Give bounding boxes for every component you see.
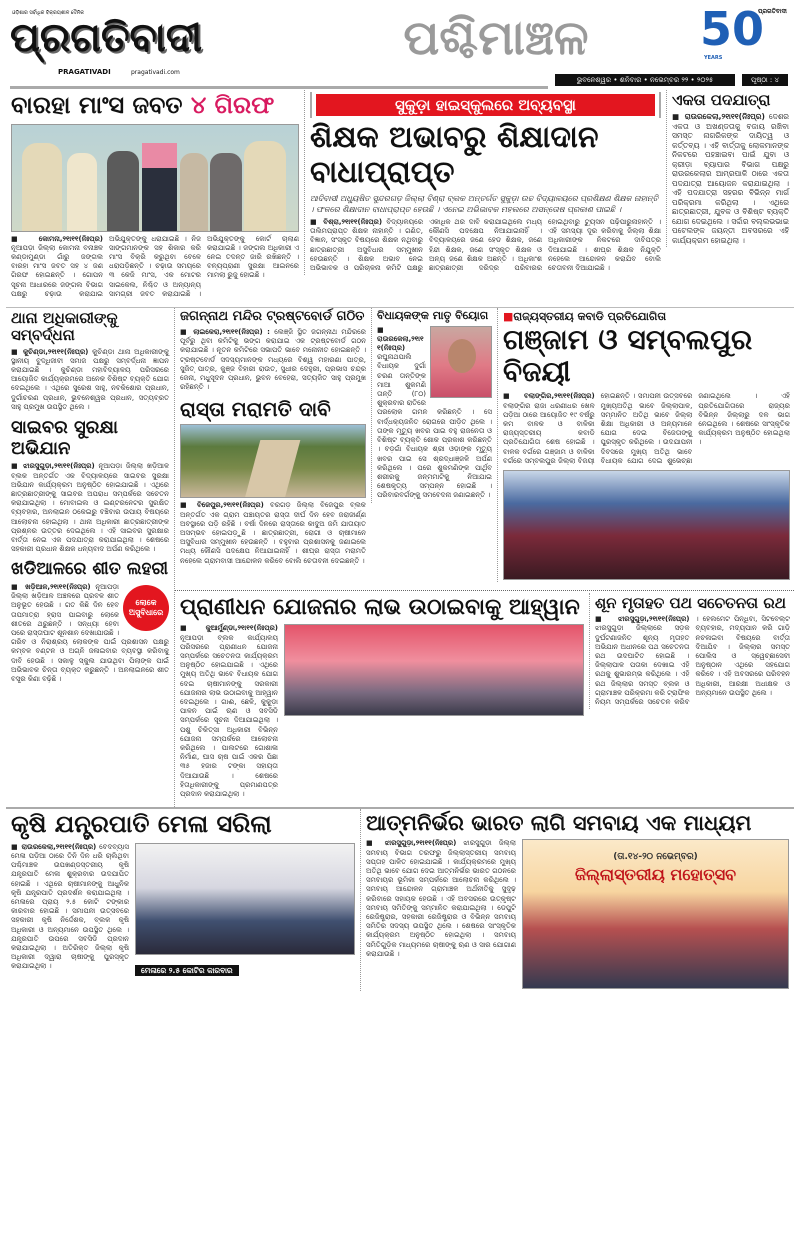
article-body-cooperative <box>366 839 516 959</box>
article-cold-wave <box>11 560 169 684</box>
kicker-text: ରାଜ୍ୟସ୍ତରୀୟ କବାଡି ପ୍ରତିଯୋଗିତା <box>513 310 667 324</box>
article-body-obit <box>377 326 492 501</box>
byline: ■ ରାଉରକେଲା,୨୧ା୧୧(ନିଃପ୍ର) <box>672 112 765 122</box>
headline-road-repair: ରାସ୍ତା ମରାମତି ଦାବି <box>180 397 331 422</box>
byline: ■ ଝାରସୁଗୁଡ଼ା,୨୧ା୧୧(ନିଃପ୍ର) <box>366 839 457 848</box>
cooperative-layout <box>366 839 789 989</box>
article-kabaddi <box>497 308 795 582</box>
right-area <box>174 308 794 807</box>
newspaper-logo[interactable]: ପ୍ରଗତିବାଦୀ <box>10 15 203 61</box>
body-text: କୁଚିଣ୍ଡା ଥାନା ଅଧିକାରୀଙ୍କୁ ସ୍ଥାନୀୟ ବୁଦ୍ଧିଜୀବୀ ସମାଜ ପକ୍ଷରୁ ସମ୍ବର୍ଦ୍ଧନା ଜ୍ଞାପନ କରାଯାଇଛି । କୁଚିଣ୍ଡା ମହାବିଦ୍ୟାଳୟ ପରିସରରେ ଆୟୋଜିତ କାର୍ଯ୍ୟକ୍ରମରେ ଅନେକ ବିଶିଷ୍ଟ ବ୍ୟକ୍ତି ଯୋଗ ଦେଇଥିଲେ । ଏଥିରେ ସୁରେଶ ସାହୁ, ନବକିଶୋର ପ୍ରଧାନ, ଦୁର୍ଗାଚରଣ ପ୍ରଧାନ, ଭୁବନେଶ୍ୱର ପ୍ରଧାନ, ସତ୍ୟବ୍ରତ ସାହୁ ପ୍ରମୁଖ ଉପସ୍ଥିତ ଥିଲେ । <box>11 347 169 411</box>
subheadline-turnover: ମେଳାରେ ୨.୫ କୋଟିର କାରବାର <box>135 965 239 976</box>
row-divider <box>175 590 794 591</box>
byline: ■ ଝାରସୁଗୁଡ଼ା,୨୧ା୧୧(ନିଃପ୍ର) <box>595 615 690 624</box>
anniv-brand: ପ୍ରଗତିବାଦୀ <box>758 8 787 15</box>
byline: ■ କୋମନା,୨୧ା୧୧(ନିଃପ୍ର) <box>11 234 103 243</box>
body-text: ବେଦବ୍ୟାସ ମେଳା ପଡ଼ିଆ ଠାରେ ତିନି ଦିନ ଧରି ଚାଲିଥିବା ପଶ୍ଚିମାଞ୍ଚଳ ଉପଖଣ୍ଡସ୍ତରୀୟ କୃଷି ଯନ୍ତ୍ରପାତି ମେଳା ଶୁକ୍ରବାର ଉଦଯାପିତ ହୋଇଛି । ଏଥିରେ ଚାଷୀମାନଙ୍କୁ ଆଧୁନିକ କୃଷି ଯନ୍ତ୍ରପାତି ପ୍ରଦର୍ଶନ କରାଯାଇଥିଲା । ମେଳାରେ ପ୍ରାୟ ୨.୫ କୋଟି ଟଙ୍କାର କାରବାର ହୋଇଛି । ସମାପନୀ ଉତ୍ସବରେ ସହକାରୀ କୃଷି ନିର୍ଦ୍ଦେଶକ, ବ୍ଲକ କୃଷି ଅଧିକାରୀ ଓ ଅନ୍ୟମାନେ ଉପସ୍ଥିତ ଥିଲେ । ଯନ୍ତ୍ରପାତି ଉପରେ ସବସିଡି ପ୍ରଦାନ କରାଯାଇଥିଲା । ଅତିରିକ୍ତ ଜିଲ୍ଲା କୃଷି ଅଧିକାରୀ ଦ୍ୱାରା ଚାଷୀଙ୍କୁ ପୁରସ୍କୃତ କରାଯାଇଥିଲା । <box>11 842 129 971</box>
row-2-top <box>175 308 794 588</box>
body-text: ଝାରସୁଗୁଡ଼ା ଜିଲ୍ଲାରେ ସଡ଼କ ଦୁର୍ଘଟଣାଜନିତ ଶୂନ୍ୟ ମୃତାହତ ଅଭିଯାନ ଅଧୀନରେ ପଥ ସଚେତନତା ରଥ ଉଦଘାଟିତ ହୋଇଛି । ଜିଲ୍ଲାପାଳ ପତାକା ଦେଖାଇ ଏହି ରଥକୁ ଶୁଭାରମ୍ଭ କରିଥିଲେ । ଏହି ରଥ ଜିଲ୍ଲାର ସମସ୍ତ ବ୍ଲକ ଓ ଗ୍ରାମାଞ୍ଚଳ ପରିକ୍ରମା କରି ଟ୍ରାଫିକ ନିୟମ ସମ୍ପର୍କରେ ସଚେତନ କରିବ । ହେଲମେଟ ପିନ୍ଧିବା, ସିଟବେଲ୍ଟ ବ୍ୟବହାର, ମଦ୍ୟପାନ କରି ଗାଡ଼ି ନଚଳାଇବା ବିଷୟରେ ବାର୍ତ୍ତା ଦିଆଯିବ । ଜିଲ୍ଲାର ସମସ୍ତ ପୋଲିସ ଓ ସ୍ୱେଚ୍ଛାସେବୀ ଅନୁଷ୍ଠାନ ଏଥିରେ ସହଯୋଗ କରିବେ । ଏହି ଅବସରରେ ପରିବହନ ଅଧିକାରୀ, ଆରକ୍ଷୀ ଅଧୀକ୍ଷକ ଓ ଅନ୍ୟମାନେ ଉପସ୍ଥିତ ଥିଲେ । <box>595 615 790 707</box>
body-text: ବରଗଡ଼ ଜିଲ୍ଲା ବିଜେପୁର ବ୍ଲକ ଅନ୍ତର୍ଗତ ଏକ ଗ୍ରାମ ପଞ୍ଚାୟତର ରାସ୍ତା ଦୀର୍ଘ ଦିନ ହେବ ଜରାଜୀର୍ଣ୍ଣ ଅବସ୍ଥାରେ ପଡ଼ି ରହିଛି । ବର୍ଷା ଦିନରେ ରାସ୍ତାରେ କାଦୁଅ ଜମି ଯାତାୟାତ ଅସମ୍ଭବ ହୋଇପଡ଼ୁଛି । ଛାତ୍ରଛାତ୍ରୀ, ରୋଗୀ ଓ ଚାଷୀମାନେ ଅସୁବିଧାର ସମ୍ମୁଖୀନ ହେଉଛନ୍ତି । ବହୁବାର ପ୍ରଶାସନକୁ ଜଣାଇଲେ ମଧ୍ୟ କୌଣସି ପଦକ୍ଷେପ ନିଆଯାଇନାହିଁ । ଶୀଘ୍ର ରାସ୍ତା ମରାମତି ନହେଲେ ଗ୍ରାମବାସୀ ଆନ୍ଦୋଳନ କରିବେ ବୋଲି ଚେତାବନୀ ଦେଇଛନ୍ତି । <box>180 501 366 565</box>
date-bar: ଭୁବନେଶ୍ୱର • ଶନିବାର • ନଭେମ୍ବର ୨୨ • ୨୦୨୫ <box>555 74 735 86</box>
article-body-road-safety <box>595 615 790 707</box>
row-2-bottom <box>175 593 794 807</box>
article-intro: ଆଦିବାସୀ ଅଧ୍ୟୁଷିତ ସୁନ୍ଦରଗଡ଼ ଜିଲ୍ଲା ବିଶ୍ରା ବ୍ଲକ ଅନ୍ତର୍ଗତ ସୁକୁଡ଼ା ଉଚ୍ଚ ବିଦ୍ୟାଳୟରେ ପ୍ରଶିକ୍ଷଣ ଶିକ୍ଷକ ନାହାନ୍ତି । ଫଳରେ ଶିକ୍ଷାଦାନ ବାଧାପ୍ରାପ୍ତ ହେଉଛି । ଏନେଇ ଅଭିଭାବକ ମହଲରେ ଅସନ୍ତୋଷ ପ୍ରକାଶ ପାଇଛି । <box>310 194 659 214</box>
kicker-bullet: ■ <box>503 310 514 324</box>
agri-fair-layout <box>11 843 355 977</box>
headline-kabaddi-winners: ଗଞ୍ଜାମ ଓ ସମ୍ବଲପୁର ବିଜୟୀ <box>503 323 753 389</box>
banner-date: (ତା.୧୪-୨୦ ନଭେମ୍ବର) <box>613 852 698 863</box>
headline-highlight: ୪ ଗିରଫ <box>190 91 275 119</box>
body-text: ବଲାଙ୍ଗିର ରାଜା ଧରଣୀଧର ଖେଳ ପଡ଼ିଆ ଠାରେ ଆୟୋଜିତ ୧୯ ବର୍ଷରୁ କମ ବାଳକ ଓ ବାଳିକା ରାଜ୍ୟସ୍ତରୀୟ କବାଡି ପ୍ରତିଯୋଗିତା ଶେଷ ହୋଇଛି । ବାଳକ ବର୍ଗରେ ଗଞ୍ଜାମ ଓ ବାଳିକା ବର୍ଗରେ ସମ୍ବଲପୁର ଜିଲ୍ଲା ବିଜୟୀ ହୋଇଛନ୍ତି । ସମାପନୀ ଉତ୍ସବରେ ମୁଖ୍ୟଅତିଥି ଭାବେ ଜିଲ୍ଲାପାଳ, ସମ୍ମାନିତ ଅତିଥି ଭାବେ ଜିଲ୍ଲା ଶିକ୍ଷା ଅଧିକାରୀ ଓ ଅନ୍ୟମାନେ ଯୋଗ ଦେଇ ବିଜେତାଙ୍କୁ ପୁରସ୍କୃତ କରିଥିଲେ । ଉଦଯାପନୀ ଦିବସରେ ମୁଖ୍ୟ ଅତିଥି ଭାବେ ବିଧାୟକ ଯୋଗ ଦେଇ ଶୁଭେଚ୍ଛା ଜଣାଇଥିଲେ । ଏହି ପ୍ରତିଯୋଗିତାରେ ରାଜ୍ୟର ବିଭିନ୍ନ ଜିଲ୍ଲାରୁ ଦଳ ଭାଗ ନେଇଥିଲେ । ଶେଷରେ ସାଂସ୍କୃତିକ କାର୍ଯ୍ୟକ୍ରମ ଅନୁଷ୍ଠିତ ହୋଇଥିଲା । <box>503 392 790 465</box>
website: pragativadi.com <box>131 69 180 76</box>
body-text: ଦେଶର ଏକତା ଓ ଅଖଣ୍ଡତାକୁ ବଜାୟ ରଖିବା ସମସ୍ତ ନାଗରିକଙ୍କ ଦାୟିତ୍ୱ ଓ କର୍ତ୍ତବ୍ୟ । ଏହି ବାର୍ତ୍ତାକୁ ଲୋକମାନଙ୍କ ନିକଟରେ ପହଞ୍ଚାଇବା ପାଇଁ ଯୁବା ଓ କ୍ରୀଡ଼ା ବ୍ୟାପାର ବିଭାଗ ପକ୍ଷରୁ ରାଉରକେଲାର ଆମ୍ରପାଳି ଠାରେ ଏକତା ପଦଯାତ୍ରା ଆୟୋଜନ କରାଯାଇଥିଲା । ଏହି ପଦଯାତ୍ରା ସହରର ବିଭିନ୍ନ ମାର୍ଗ ପରିକ୍ରମା କରିଥିଲା । ଏଥିରେ ଛାତ୍ରଛାତ୍ରୀ, ଯୁବକ ଓ ବିଶିଷ୍ଟ ବ୍ୟକ୍ତି ଯୋଗ ଦେଇଥିଲେ । ସର୍ଦ୍ଦାର ବଲ୍ଲଭଭାଇ ପଟେଲଙ୍କ ଜୟନ୍ତୀ ଅବସରରେ ଏହି କାର୍ଯ୍ୟକ୍ରମ ହୋଇଥିଲା । <box>672 112 789 245</box>
article-body-felicitation <box>11 348 169 412</box>
article-body-cold-wave <box>11 583 169 684</box>
kicker-frame <box>310 92 661 118</box>
photo-arrested-accused <box>11 124 299 232</box>
headline-cooperative: ଆତ୍ମନିର୍ଭର ଭାରତ ଲାଗି ସମବାୟ ଏକ ମାଧ୍ୟମ <box>366 811 752 836</box>
50-years-logo <box>700 2 790 68</box>
article-body-road-repair <box>180 501 366 565</box>
banner-title: ଜିଲ୍ଲାସ୍ତରୀୟ ମହୋତ୍ସବ <box>574 865 737 885</box>
byline: ■ କୁଚିଣ୍ଡା,୨୧ା୧୧(ନିଃପ୍ର) <box>11 347 89 356</box>
article-body-livestock-col1 <box>180 624 278 799</box>
photo-livestock-event <box>284 624 584 716</box>
article-body-trust-board <box>180 328 366 392</box>
left-column <box>6 308 174 692</box>
article-body-teacher-shortage <box>310 218 661 273</box>
headline-road-safety-chariot: ଶୂନ ମୃତାହତ ପଥ ସଚେତନତା ରଥ <box>595 594 786 613</box>
body-text: ଲେଞ୍ଜି ସ୍ଥିତ ଜଗନ୍ନାଥ ମନ୍ଦିରରେ ପୂର୍ବରୁ ଥିବା କମିଟିକୁ ଭଙ୍ଗ କରାଯାଇ ଏକ ଟ୍ରଷ୍ଟବୋର୍ଡ ଗଠନ କରାଯାଇଛି । ନୂତନ କମିଟିରେ ସଭାପତି ଭାବେ ମନୋନୀତ ହୋଇଛନ୍ତି । ଟ୍ରଷ୍ଟବୋର୍ଡ ସଦସ୍ୟମାନଙ୍କ ମଧ୍ୟରେ ବିଶ୍ୱ ମହାରଣା ପାତ୍ର, ସୁଜିତ୍ ପାତ୍ର, କୁଞ୍ଜ ବିହାରୀ ରାଉତ, ସୁଧୀର ଦେହୁରୀ, ପ୍ରଭାସ ଚନ୍ଦ୍ର ଜେନା, ମଧୁସୂଦନ ପ୍ରଧାନ, ଭୁବନ ବେହେରା, ସତ୍ୟଜିତ ସାହୁ ପ୍ରମୁଖ ରହିଛନ୍ତି । <box>180 327 366 392</box>
headline-cold-wave: ଖଡିଆଳରେ ଶୀତ ଲହରୀ <box>11 559 169 580</box>
body-text: ନୂଆପଡ଼ା ଜିଲ୍ଲା ଖଡ଼ିଆଳ ଅଞ୍ଚଳରେ ପ୍ରବଳ ଶୀତ ଅନୁଭୂତ ହେଉଛି । ଗତ କିଛି ଦିନ ହେବ ତାପମାତ୍ରା ହ୍ରାସ ପାଇବାରୁ ଲୋକେ ଶୀତରେ ଥରୁଛନ୍ତି । ସନ୍ଧ୍ୟା ହେବା ପରେ ରାସ୍ତାଘାଟ ଶୂନଶାନ ଦେଖାଯାଉଛି । ଗରିବ ଓ ନିରାଶ୍ରୟ ଲୋକଙ୍କ ପାଇଁ ପ୍ରଶାସନ ପକ୍ଷରୁ କମ୍ବଳ ବଣ୍ଟନ ଓ ଅଗ୍ନି ଜଳାଇବାର ବ୍ୟବସ୍ଥା କରିବାକୁ ଦାବି ହେଉଛି । ସକାଳୁ ସ୍କୁଲ ଯାଉଥିବା ପିଲାଙ୍କ ପାଇଁ ଅଭିଭାବକ ଚିନ୍ତା ବ୍ୟକ୍ତ କରୁଛନ୍ତି । ଅନଲାଇନରେ ଶୀତ ବସ୍ତ୍ର କିଣା ବଢ଼ିଛି । <box>11 582 169 683</box>
headline-livestock-scheme: ପ୍ରାଣୀଧନ ଯୋଜନାର ଲାଭ ଉଠାଇବାକୁ ଆହ୍ୱାନ <box>180 595 580 621</box>
headline-unity-march: ଏକତା ପଦଯାତ୍ରା <box>672 91 771 109</box>
article-body-agri-fair <box>11 843 129 972</box>
headline-agri-fair: କୃଷି ଯନ୍ତ୍ରପାତି ମେଳା ସରିଲା <box>11 810 272 839</box>
badge-people-suffer: ଲୋକେ ଅସୁବିଧାରେ <box>123 585 169 631</box>
byline: ■ ବିଶ୍ରା,୨୧ା୧୧(ନିଃପ୍ର) <box>310 218 383 226</box>
masthead <box>6 0 794 90</box>
headline-part: ବାରହା ମାଂସ ଜବତ <box>11 91 191 119</box>
byline: ■ ବିଜେପୁର,୨୧ା୧୧(ନିଃପ୍ର) <box>180 501 264 510</box>
headline-teacher-shortage: ଶିକ୍ଷକ ଅଭାବରୁ ଶିକ୍ଷାଦାନ ବାଧାପ୍ରାପ୍ତ <box>310 120 599 190</box>
anniv-number: 50 <box>700 2 765 56</box>
row-3 <box>6 809 794 997</box>
headline-mla-mother-death: ବିଧାୟକଙ୍କ ମାତୃ ବିୟୋଗ <box>377 309 489 323</box>
article-trust-board <box>180 310 366 392</box>
body-text: ନୂଆପଡ଼ା ଜିଲ୍ଲା ଖଡ଼ିଆଳ ବ୍ଲକ ଅନ୍ତର୍ଗତ ଏକ ବିଦ୍ୟାଳୟରେ ସାଇବର ସୁରକ୍ଷା ଅଭିଯାନ କାର୍ଯ୍ୟକ୍ରମ ଅନୁଷ୍ଠିତ ହୋଇଯାଇଛି । ଏଥିରେ ଛାତ୍ରଛାତ୍ରୀଙ୍କୁ ସାଇବର ଅପରାଧ ସମ୍ପର୍କରେ ସଚେତନ କରାଯାଇଥିଲା । ମୋବାଇଲ ଓ ଇଣ୍ଟରନେଟର ସୁରକ୍ଷିତ ବ୍ୟବହାର, ଅନଲାଇନ ଠକେଇରୁ ବଞ୍ଚିବାର ଉପାୟ ବିଷୟରେ ଆଲୋଚନା ହୋଇଥିଲା । ଥାନା ଅଧିକାରୀ ଛାତ୍ରଛାତ୍ରୀଙ୍କ ପ୍ରଶ୍ନର ଉତ୍ତର ଦେଇଥିଲେ । ଏହି ସାଇବର ସୁରକ୍ଷାର ବାର୍ତ୍ତା ନେଇ ଏକ ପଦଯାତ୍ରା କରାଯାଇଥିଲା । ଶେଷରେ ସହକାରୀ ପ୍ରଧାନ ଶିକ୍ଷକ ଧନ୍ୟବାଦ ଅର୍ପଣ କରିଥିଲେ । <box>11 462 169 554</box>
headline-meat-seized <box>11 92 299 120</box>
byline: ■ ବଲାଙ୍ଗିର,୨୧ା୧୧(ନିଃପ୍ର) <box>503 392 595 401</box>
body-text: ନୂଆପଡ଼ା ବ୍ଲକ କାର୍ଯ୍ୟାଳୟ ପରିସରରେ ପ୍ରାଣୀଧନ ଯୋଜନା ସମ୍ପର୍କରେ ସଚେତନତା କାର୍ଯ୍ୟକ୍ରମ ଅନୁଷ୍ଠିତ ହୋଇଯାଇଛି । ଏଥିରେ ମୁଖ୍ୟ ଅତିଥି ଭାବେ ବିଧାୟକ ଯୋଗ ଦେଇ ଚାଷୀମାନଙ୍କୁ ସରକାରୀ ଯୋଜନାର ଲାଭ ଉଠାଇବାକୁ ଆହ୍ୱାନ ଦେଇଥିଲେ । ଗାଈ, ଛେଳି, କୁକୁଡ଼ା ପାଳନ ପାଇଁ ଋଣ ଓ ସବସିଡି ସମ୍ପର୍କରେ ସୂଚନା ଦିଆଯାଇଥିଲା । ପଶୁ ଚିକିତ୍ସା ଅଧିକାରୀ ବିଭିନ୍ନ ଯୋଜନା ସମ୍ପର୍କରେ ଆଲୋଚନା କରିଥିଲେ । ପାଲଟରେ ଗୋଶାଳା ନିର୍ମାଣ, ଘାସ ଚାଷ ପାଇଁ ଏକର ପିଛା ୩୫ ହଜାର ଟଙ୍କା ସହାୟତା ଦିଆଯାଉଛି । ଶେଷରେ ହିତାଧିକାରୀଙ୍କୁ ପ୍ରମାଣପତ୍ର ପ୍ରଦାନ କରାଯାଇଥିଲା । <box>180 633 278 798</box>
kicker-banner: ସୁକୁଡ଼ା ହାଇସ୍କୁଲରେ ଅବ୍ୟବସ୍ଥା <box>316 94 655 116</box>
byline: ■ ରାଉରକେଲା,୨୧ା୧୧(ନିଃପ୍ର) <box>11 842 97 851</box>
byline: ■ ଖଡ଼ିଆଳ,୨୧ା୧୧(ନିଃପ୍ର) <box>11 582 91 591</box>
headline-felicitation: ଥାନା ଅଧିକାରୀଙ୍କୁ ସମ୍ବର୍ଦ୍ଧନା <box>11 309 118 345</box>
byline: ■ କୁଆର୍ମୁଣ୍ଡା,୨୧ା୧୧(ନିଃପ୍ର) <box>180 624 278 633</box>
body-text: ରଘୁନାଥପାଲି ବିଧାୟକ ଦୁର୍ଗା ଚରଣ ତାନ୍ତିଙ୍କ ମାଆ ଶୁକମଣି ତାନ୍ତି (୮୦) ଶୁକ୍ରବାର ରାତିରେ ପରଲୋକ ଗମନ କରିଛନ୍ତି । ସେ ବାର୍ଦ୍ଧକ୍ୟଜନିତ ରୋଗରେ ପୀଡ଼ିତ ଥିଲେ । ତାଙ୍କ ମୃତ୍ୟୁ ଖବର ପାଇ ବହୁ ରାଜନେତା ଓ ବିଶିଷ୍ଟ ବ୍ୟକ୍ତି ଶୋକ ପ୍ରକାଶ କରିଛନ୍ତି । ବଡ଼ଗାଁ ବିଧାୟକ ଶ୍ରୀ ଓଡ଼ାଙ୍କ ମୃତ୍ୟୁ ଖବର ପାଇ ସେ ଶ୍ରଦ୍ଧାଞ୍ଜଳି ଅର୍ପଣ କରିଥିଲେ । ପରେ ଶୁକମଣିଙ୍କ ପାର୍ଥିବ ଶରୀରକୁ ଜନ୍ମମାଟିକୁ ନିଆଯାଇ ଶେଷକୃତ୍ୟ ସମ୍ପନ୍ନ ହୋଇଛି । ପରିବାରବର୍ଗଙ୍କୁ ସମବେଦନା ଜଣାଇଛନ୍ତି । <box>377 353 492 500</box>
headline-cyber-security: ସାଇବର ସୁରକ୍ଷା ଅଭିଯାନ <box>11 416 119 459</box>
byline: ■ ଝାରସୁଗୁଡ଼ା,୨୧ା୧୧(ନିଃପ୍ର) <box>11 462 95 471</box>
body-text: ବିଦ୍ୟାଳୟରେ ତାଲିମପ୍ରାପ୍ତ ଶିକ୍ଷକ ନାହାନ୍ତି । ଗଣିତ, ବିଜ୍ଞାନ, ସଂସ୍କୃତ ବିଷୟରେ ଶିକ୍ଷକ ନଥିବାରୁ ଛାତ୍ରଛାତ୍ରୀ ଅସୁବିଧାର ସମ୍ମୁଖୀନ ହେଉଛନ୍ତି । ଶିକ୍ଷକ ଅଭାବ ନେଇ ଅଭିଭାବକ ଓ ପରିଚାଳନା କମିଟି ପକ୍ଷରୁ ଏକାଧିକ ଥର ଦାବି କରାଯାଇଥିଲେ ମଧ୍ୟ କୌଣସି ପଦକ୍ଷେପ ନିଆଯାଇନାହିଁ । ବିଦ୍ୟାଳୟରେ ଜଣେ ହେଡ ଶିକ୍ଷକ, ଜଣେ ହିନ୍ଦୀ ଶିକ୍ଷକ, ଜଣେ ସଂସ୍କୃତ ଶିକ୍ଷକ ଓ ଅନ୍ୟ ଜଣେ ଶିକ୍ଷକ ଅଛନ୍ତି । ଅଧିକାଂଶ ଛାତ୍ରଛାତ୍ରୀ ଦରିଦ୍ର ପରିବାରର ହୋଇଥିବାରୁ ଟ୍ୟୁସନ ପଢ଼ିପାରୁନାହାନ୍ତି । ଏହି ସମସ୍ୟା ଦୂର କରିବାକୁ ଜିଲ୍ଲା ଶିକ୍ଷା ଅଧିକାରୀଙ୍କ ନିକଟରେ ଦାବିପତ୍ର ଦିଆଯାଇଛି । ଶୀଘ୍ର ଶିକ୍ଷକ ନିଯୁକ୍ତି ନହେଲେ ଆନ୍ଦୋଳନ କରାଯିବ ବୋଲି ଚେତାବନୀ ଦିଆଯାଇଛି । <box>310 218 661 273</box>
masthead-rule <box>10 86 548 89</box>
headline-trust-board: ଜଗନ୍ନାଥ ମନ୍ଦିର ଟ୍ରଷ୍ଟବୋର୍ଡ ଗଠିତ <box>180 309 365 325</box>
row-2 <box>6 308 794 807</box>
photo-cooperative-festival <box>522 839 789 989</box>
article-felicitation <box>11 310 169 412</box>
article-body-meat-seized <box>11 235 299 299</box>
tagline: ଓଡ଼ିଶାର ସର୍ବାଧିକ ବିକ୍ରୟଶୀଳ ଦୈନିକ <box>12 10 84 16</box>
body-text: ଝାରସୁଗୁଡ଼ା ଜିଲ୍ଲା ସମବାୟ ବିଭାଗ ତରଫରୁ ଜିଲ୍ଲାସ୍ତରୀୟ ସମବାୟ ସପ୍ତାହ ପାଳିତ ହୋଇଯାଇଛି । କାର୍ଯ୍ୟକ୍ରମରେ ମୁଖ୍ୟ ଅତିଥି ଭାବେ ଯୋଗ ଦେଇ ଆତ୍ମନିର୍ଭର ଭାରତ ଗଠନରେ ସମବାୟର ଭୂମିକା ସମ୍ପର୍କରେ ଆଲୋଚନା କରିଥିଲେ । ସମବାୟ ଆନ୍ଦୋଳନ ଗ୍ରାମାଞ୍ଚଳ ଅର୍ଥନୀତିକୁ ସୁଦୃଢ଼ କରିବାରେ ସହାୟକ ହେଉଛି । ଏହି ଅବସରରେ ଉତ୍କୃଷ୍ଟ ସମବାୟ ସମିତିଙ୍କୁ ସମ୍ମାନିତ କରାଯାଇଥିଲା । ଡେପୁଟି ରେଜିଷ୍ଟ୍ରାର, ସହକାରୀ ରେଜିଷ୍ଟ୍ରାର ଓ ବିଭିନ୍ନ ସମବାୟ ସମିତିର ସଦସ୍ୟ ଉପସ୍ଥିତ ଥିଲେ । ଶେଷରେ ସାଂସ୍କୃତିକ କାର୍ଯ୍ୟକ୍ରମ ଅନୁଷ୍ଠିତ ହୋଇଥିଲା । ସମବାୟ ସମିତିଗୁଡ଼ିକ ମାଧ୍ୟମରେ ଚାଷୀଙ୍କୁ ଋଣ ଓ ସାର ଯୋଗାଣ କରାଯାଉଛି । <box>366 839 516 958</box>
photo-agri-fair <box>135 843 355 955</box>
photo-kabaddi-ceremony <box>503 470 790 580</box>
byline: ■ ଲାଇକେରା,୨୧ା୧୧(ନିଃପ୍ର) : <box>180 327 270 336</box>
article-cooperative <box>360 809 794 991</box>
article-road-safety-chariot <box>589 593 795 709</box>
article-cyber-security <box>11 418 169 554</box>
kicker-kabaddi <box>503 310 790 324</box>
byline: ■ ରାଉରକେଲା,୨୧ା୧୧(ନିଃପ୍ର) <box>377 325 424 353</box>
article-body-cyber-security <box>11 462 169 554</box>
logo-english: PRAGATIVADI <box>58 68 111 76</box>
body-text: ନୂଆପଡ଼ା ଜିଲ୍ଲା କୋମନା ବନାଞ୍ଚଳ କଣ୍ଡାମୁଣ୍ଡା ଗାଁରୁ ଜଙ୍ଗଲ ବାରହା ମାଂସ ଜବତ ସହ ୪ ଜଣ ଗିରଫ ହୋଇଛନ୍ତି । ଗୋପନ ସୂଚନା ଆଧାରରେ ଜଙ୍ଗଲ ବିଭାଗ ପକ୍ଷରୁ ଚଢ଼ାଉ କରାଯାଇ ଅଭିଯୁକ୍ତଙ୍କୁ ଧରାଯାଇଛି । ନିଜ ସାଙ୍ଗମାନଙ୍କ ସହ ଶିକାର କରି ମାଂସ ବିକ୍ରି କରୁଥିବା ବେଳେ ଧରାପଡ଼ିଛନ୍ତି । ଚଢ଼ାଉ ସମୟରେ ୩ କେଜି ମାଂସ, ଏକ ମୋଟର ସାଇକେଲ, ନିଶ୍ଚିତ ଓ ଅନ୍ୟାନ୍ୟ ସାମଗ୍ରୀ ଜବତ କରାଯାଇଛି । ଅଭିଯୁକ୍ତଙ୍କୁ କୋର୍ଟ ଚାଲାଣ କରାଯାଇଛି । ଜଙ୍ଗଲ ଅଧିକାରୀ ଏ ନେଇ ତଦନ୍ତ ଜାରି ରଖିଛନ୍ତି । ବନ୍ୟପ୍ରାଣୀ ସୁରକ୍ଷା ଆଇନରେ ମାମଲା ରୁଜୁ ହୋଇଛି । <box>11 234 299 298</box>
row-1 <box>6 90 794 307</box>
article-body-unity-march <box>672 112 789 245</box>
photo-damaged-road <box>180 424 366 498</box>
article-road-repair <box>180 398 366 565</box>
agri-fair-media <box>135 843 355 977</box>
middle-column <box>175 308 371 574</box>
article-agri-fair <box>6 809 360 979</box>
article-teacher-shortage <box>304 90 666 275</box>
anniv-label: YEARS <box>704 55 723 61</box>
photo-deceased-mother <box>430 326 492 398</box>
section-title: ପଶ୍ଚିମାଞ୍ଚଳ <box>403 10 589 66</box>
article-meat-seized <box>6 90 304 301</box>
livestock-layout <box>180 624 584 799</box>
article-body-kabaddi <box>503 392 790 466</box>
article-unity-march <box>666 90 794 247</box>
page-number: ପୃଷ୍ଠା : ୪ <box>742 74 788 86</box>
article-livestock-scheme <box>175 593 589 801</box>
article-mla-mother-death <box>371 308 497 503</box>
